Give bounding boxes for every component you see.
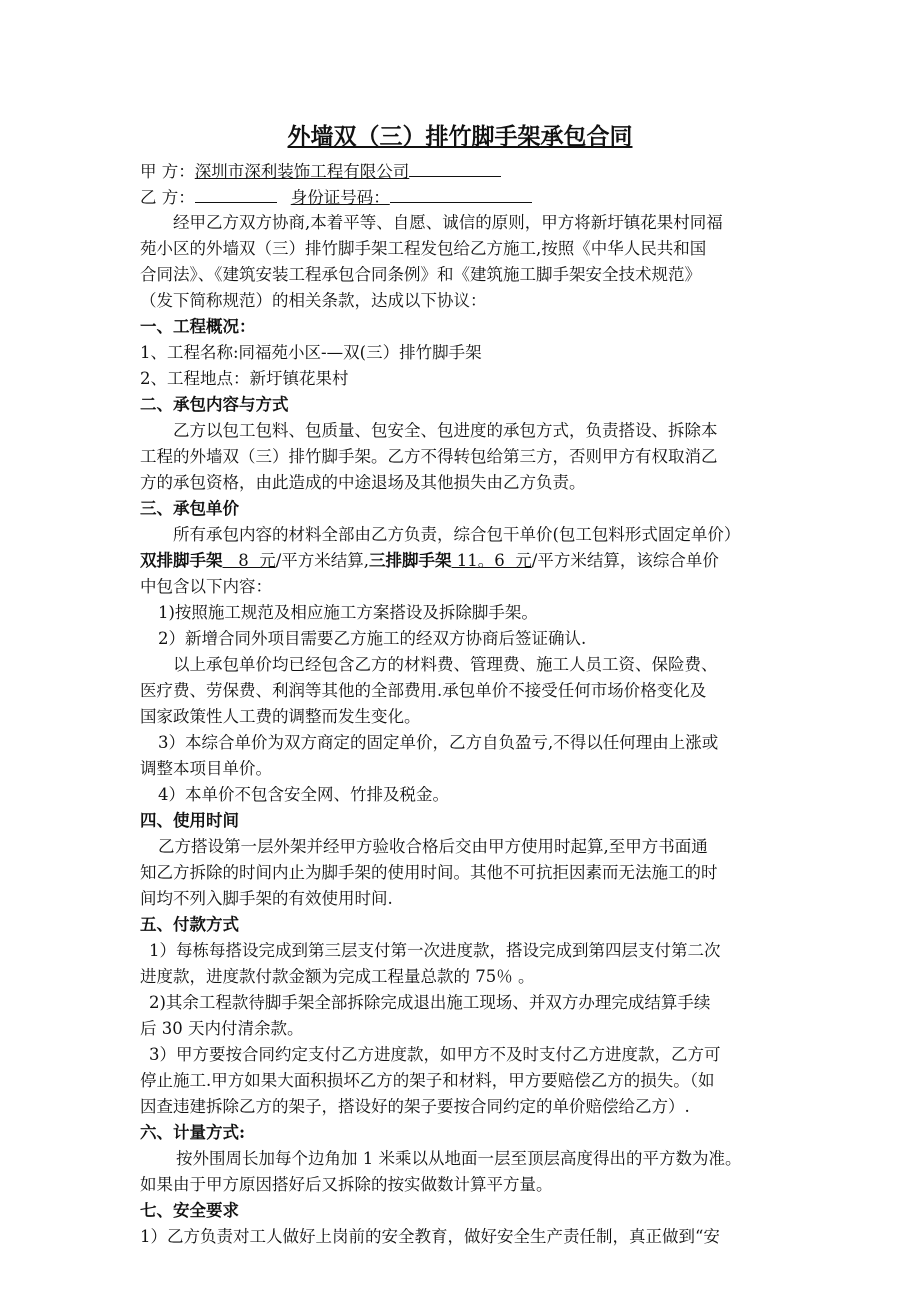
body-line: 医疗费、劳保费、利润等其他的全部费用.承包单价不接受任何市场价格变化及 [140, 681, 707, 700]
party-b-id-blank [390, 184, 532, 203]
section-heading: 六、计量方式: [140, 1123, 246, 1142]
body-line: 国家政策性人工费的调整而发生变化。 [140, 707, 421, 726]
body-line: 方的承包资格，由此造成的中途退场及其他损失由乙方负责。 [140, 473, 586, 492]
party-a-underline [409, 158, 501, 177]
intro-line: 苑小区的外墙双（三）排竹脚手架工程发包给乙方施工,按照《中华人民共和国 [140, 239, 707, 258]
party-a-label: 甲 方： [140, 162, 195, 181]
list-item: 调整本项目单价。 [140, 759, 272, 778]
double-scaffold-price: 8 元 [222, 551, 276, 570]
body-line: 间均不列入脚手架的有效使用时间. [140, 889, 393, 908]
intro-line: 合同法》、《建筑安装工程承包合同条例》和《建筑施工脚手架安全技术规范》 [140, 265, 701, 284]
project-name: 1、工程名称:同福苑小区-—双(三）排竹脚手架 [140, 343, 482, 362]
double-scaffold-unit: /平方米结算, [275, 551, 370, 570]
body-line: 以上承包单价均已经包含乙方的材料费、管理费、施工人员工资、保险费、 [173, 655, 718, 674]
body-line: 乙方以包工包料、包质量、包安全、包进度的承包方式，负责搭设、拆除本 [173, 421, 718, 440]
triple-scaffold-unit: /平方米结算，该综合单价 [531, 551, 719, 570]
body-line: 中包含以下内容： [140, 577, 272, 596]
intro-line: 经甲乙方双方协商,本着平等、自愿、诚信的原则，甲方将新圩镇花果村同福 [173, 213, 723, 232]
list-item: 1)按照施工规范及相应施工方案搭设及拆除脚手架。 [158, 603, 538, 622]
body-line: 工程的外墙双（三）排竹脚手架。乙方不得转包给第三方，否则甲方有权取消乙 [140, 447, 718, 466]
party-b-id-label: 身份证号码： [290, 188, 390, 207]
price-line [140, 548, 790, 574]
body-line: 知乙方拆除的时间内止为脚手架的使用时间。其他不可抗拒因素而无法施工的时 [140, 863, 718, 882]
list-item: 1）每栋每搭设完成到第三层支付第一次进度款，搭设完成到第四层支付第二次 [149, 941, 721, 960]
body-line: 如果由于甲方原因搭好后又拆除的按实做数计算平方量。 [140, 1175, 553, 1194]
section-heading: 二、承包内容与方式 [140, 395, 289, 414]
section-heading: 一、工程概况： [140, 317, 256, 336]
intro-line: （发下简称规范）的相关条款，达成以下协议： [140, 291, 487, 310]
list-item: 停止施工.甲方如果大面积损坏乙方的架子和材料，甲方要赔偿乙方的损失。（如 [140, 1071, 715, 1090]
list-item: 进度款，进度款付款金额为完成工程量总款的 75％ 。 [140, 967, 535, 986]
section-heading: 四、使用时间 [140, 811, 239, 830]
list-item: 1）乙方负责对工人做好上岗前的安全教育，做好安全生产责任制，真正做到“安 [140, 1227, 720, 1246]
page-title: 外墙双（三）排竹脚手架承包合同 [287, 123, 633, 150]
body-line: 所有承包内容的材料全部由乙方负责，综合包干单价(包工包料形式固定单价） [173, 525, 741, 544]
party-b-label: 乙 方： [140, 188, 195, 207]
party-b-line [140, 184, 790, 211]
double-scaffold-label: 双排脚手架 [140, 551, 223, 570]
triple-scaffold-price: 11。6 元 [451, 551, 532, 570]
party-a-name: 深圳市深利装饰工程有限公司 [194, 162, 410, 181]
list-item: 因查违建拆除乙方的架子，搭设好的架子要按合同约定的单价赔偿给乙方）. [140, 1097, 690, 1116]
list-item: 4）本单价不包含安全网、竹排及税金。 [158, 785, 449, 804]
section-heading: 三、承包单价 [140, 499, 239, 518]
list-item: 2)其余工程款待脚手架全部拆除完成退出施工现场、并双方办理完成结算手续 [149, 993, 711, 1012]
list-item: 2）新增合同外项目需要乙方施工的经双方协商后签证确认. [158, 629, 587, 648]
triple-scaffold-label: 三排脚手架 [369, 551, 452, 570]
list-item: 后 30 天内付清余款。 [140, 1019, 304, 1038]
party-a-line [140, 158, 790, 185]
list-item: 3）本综合单价为双方商定的固定单价，乙方自负盈亏,不得以任何理由上涨或 [158, 733, 719, 752]
party-b-name-blank [195, 184, 277, 203]
body-line: 乙方搭设第一层外架并经甲方验收合格后交由甲方使用时起算,至甲方书面通 [158, 837, 708, 856]
section-heading: 七、安全要求 [140, 1201, 239, 1220]
list-item: 3）甲方要按合同约定支付乙方进度款，如甲方不及时支付乙方进度款，乙方可 [149, 1045, 721, 1064]
body-line: 按外围周长加每个边角加 1 米乘以从地面一层至顶层高度得出的平方数为准。 [176, 1149, 742, 1168]
section-heading: 五、付款方式 [140, 915, 239, 934]
project-location: 2、工程地点：新圩镇花果村 [140, 369, 349, 388]
